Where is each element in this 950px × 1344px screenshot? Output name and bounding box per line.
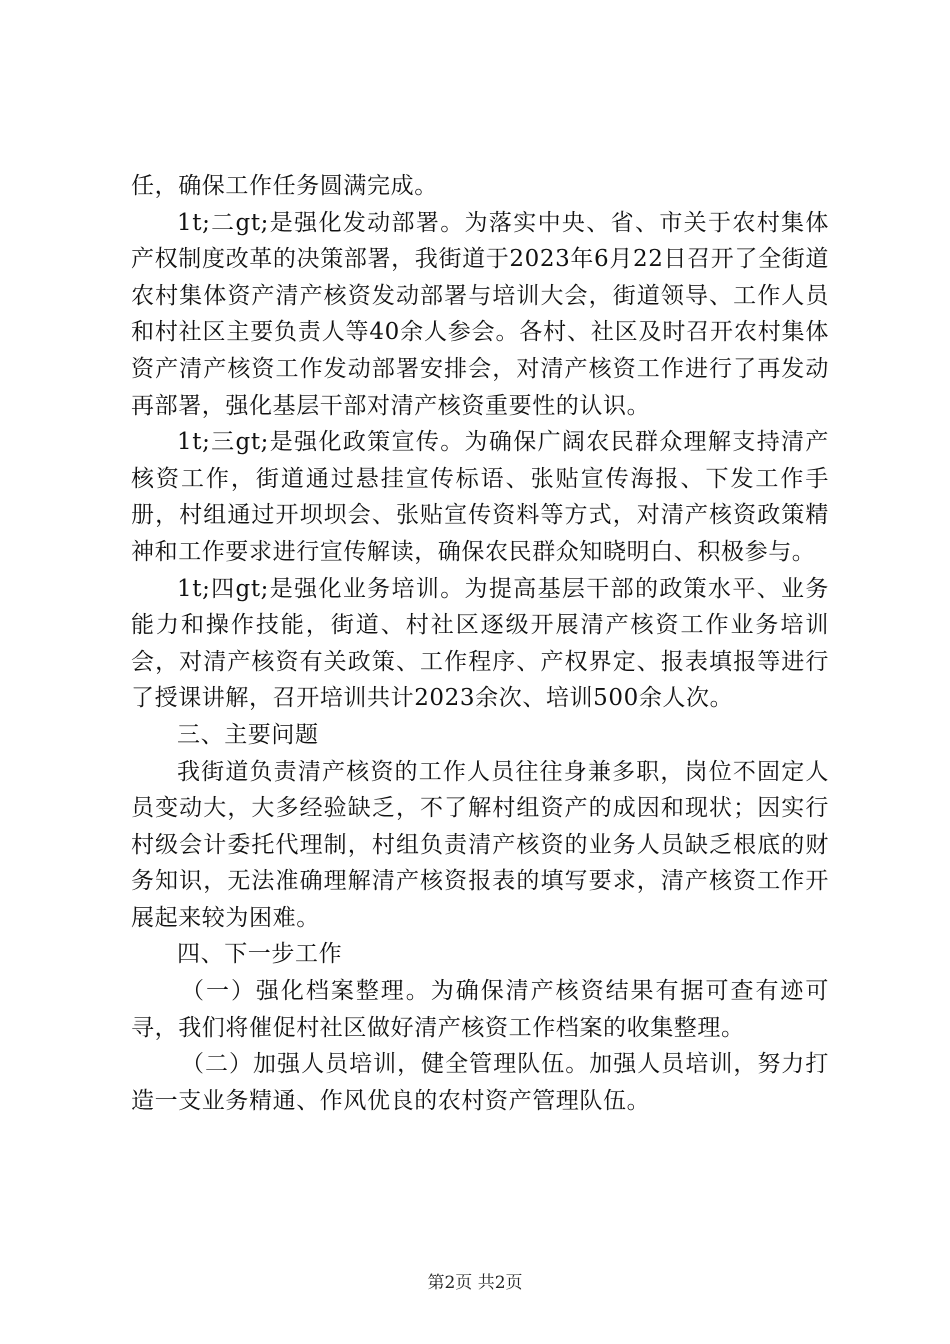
paragraph-continuation: 任，确保工作任务圆满完成。	[131, 173, 438, 199]
page-number-footer: 第2页 共2页	[427, 1273, 523, 1293]
section-heading-main-problems: 三、主要问题	[177, 721, 319, 748]
paragraph-mobilization: 1t;二gt;是强化发动部署。为落实中央、省、市关于农村集体产权制度改革的决策部署，我街道于2023年6月22日召开了全街道农村集体资产清产核资发动部署与培训大会，街道领导、工作人员和村社区主要负责人等40余人参会。各村、社区及时召开农村集体资产清产核资工作发动部署安排会，对清产核资工作进行了再发动再部署，强化基层干部对清产核资重要性的认识。	[131, 209, 829, 419]
paragraph-training: 1t;四gt;是强化业务培训。为提高基层干部的政策水平、业务能力和操作技能，街道、村社区逐级开展清产核资工作业务培训会，对清产核资有关政策、工作程序、产权界定、报表填报等进行了授课讲解，召开培训共计2023余次、培训500余人次。	[131, 575, 829, 712]
paragraph-problems: 我街道负责清产核资的工作人员往往身兼多职，岗位不固定人员变动大，大多经验缺乏，不了解村组资产的成因和现状；因实行村级会计委托代理制，村组负责清产核资的业务人员缺乏根底的财务知识，无法准确理解清产核资报表的填写要求，清产核资工作开展起来较为困难。	[131, 758, 829, 931]
paragraph-next-step-personnel: （二）加强人员培训，健全管理队伍。加强人员培训，努力打造一支业务精通、作风优良的农村资产管理队伍。	[131, 1051, 829, 1114]
paragraph-next-step-archives: （一）强化档案整理。为确保清产核资结果有据可查有迹可寻，我们将催促村社区做好清产核资工作档案的收集整理。	[131, 978, 829, 1041]
document-body	[131, 168, 829, 1119]
section-heading-next-steps: 四、下一步工作	[177, 941, 343, 968]
paragraph-publicity: 1t;三gt;是强化政策宣传。为确保广阔农民群众理解支持清产核资工作，街道通过悬挂宣传标语、张贴宣传海报、下发工作手册，村组通过开坝坝会、张贴宣传资料等方式，对清产核资政策精神和工作要求进行宣传解读，确保农民群众知晓明白、积极参与。	[131, 429, 829, 565]
